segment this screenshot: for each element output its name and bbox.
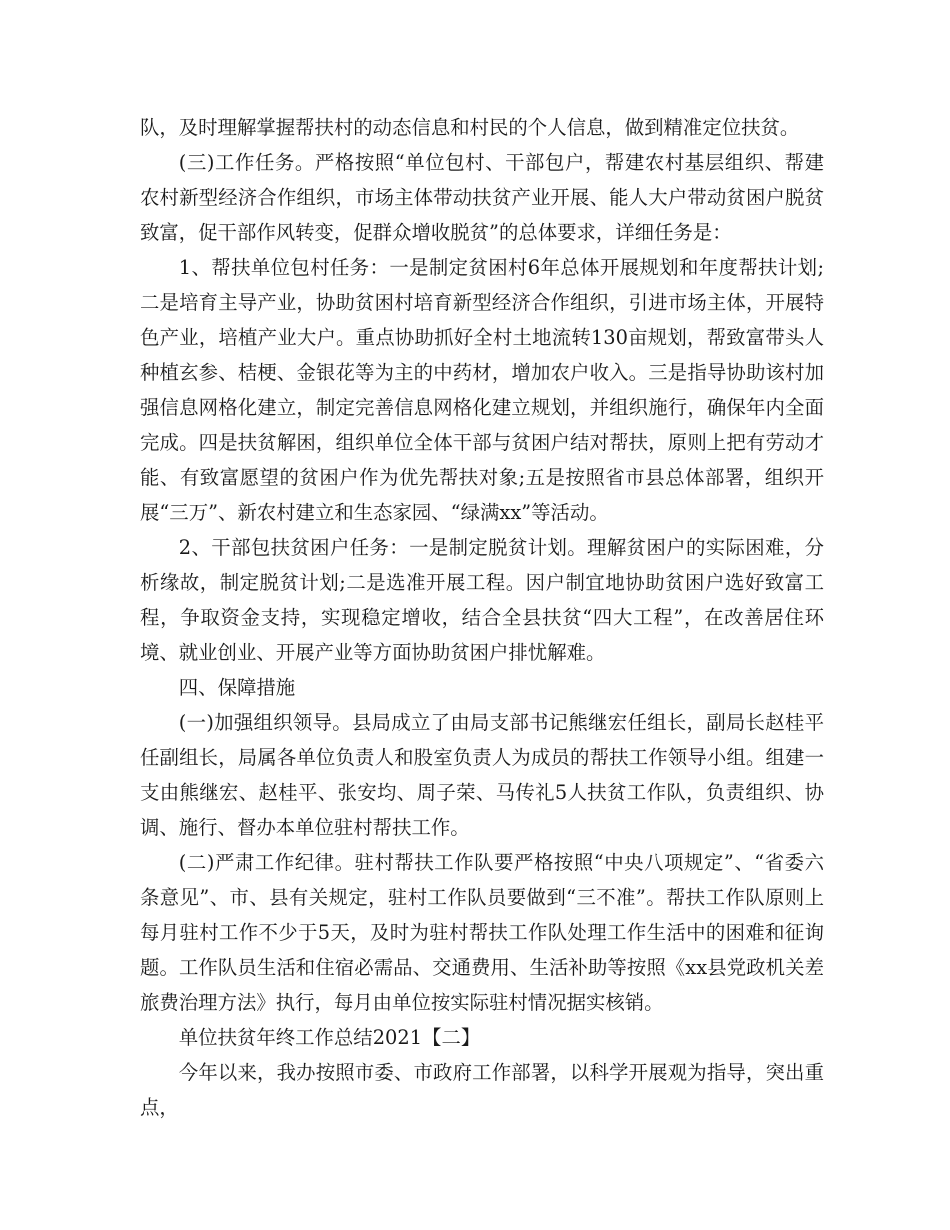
paragraph-work-tasks: (三)工作任务。严格按照“单位包村、干部包户，帮建农村基层组织、帮建农村新型经济合作组织，市场主体带动扶贫产业开展、能人大户带动贫困户脱贫致富，促干部作风转变，促群众增收脱贫”的总体要求，详细任务是： [140, 151, 824, 244]
paragraph-continuation: 队，及时理解掌握帮扶村的动态信息和村民的个人信息，做到精准定位扶贫。 [140, 116, 800, 139]
section-heading-safeguards: 四、保障措施 [178, 676, 296, 699]
paragraph-summary-intro: 今年以来，我办按照市委、市政府工作部署，以科学开展观为指导，突出重点， [140, 1061, 824, 1119]
paragraph-work-discipline: (二)严肃工作纪律。驻村帮扶工作队要严格按照“中央八项规定”、“省委六条意见”、市、县有关规定，驻村工作队员要做到“三不准”。帮扶工作队原则上每月驻村工作不少于5天，及时为驻村帮扶工作队处理工作生活中的困难和征询题。工作队员生活和住宿必需品、交通费用、生活补助等按照《xx县党政机关差旅费治理方法》执行，每月由单位按实际驻村情况据实核销。 [140, 851, 824, 1014]
document-page [140, 110, 824, 1125]
paragraph-cadre-household-tasks: 2、干部包扶贫困户任务：一是制定脱贫计划。理解贫困户的实际困难，分析缘故，制定脱贫计划;二是选准开展工程。因户制宜地协助贫困户选好致富工程，争取资金支持，实现稳定增收，结合全县扶贫“四大工程”，在改善居住环境、就业创业、开展产业等方面协助贫困户排忧解难。 [140, 536, 824, 664]
paragraph-unit-village-tasks: 1、帮扶单位包村任务：一是制定贫困村6年总体开展规划和年度帮扶计划;二是培育主导产业，协助贫困村培育新型经济合作组织，引进市场主体，开展特色产业，培植产业大户。重点协助抓好全村土地流转130亩规划，帮致富带头人种植玄参、桔梗、金银花等为主的中药材，增加农户收入。三是指导协助该村加强信息网格化建立，制定完善信息网格化建立规划，并组织施行，确保年内全面完成。四是扶贫解困，组织单位全体干部与贫困户结对帮扶，原则上把有劳动才能、有致富愿望的贫困户作为优先帮扶对象;五是按照省市县总体部署，组织开展“三万”、新农村建立和生态家园、“绿满xx”等活动。 [140, 256, 824, 524]
section-heading-summary-two: 单位扶贫年终工作总结2021【二】 [178, 1026, 481, 1049]
paragraph-organization-leadership: (一)加强组织领导。县局成立了由局支部书记熊继宏任组长，副局长赵桂平任副组长，局属各单位负责人和股室负责人为成员的帮扶工作领导小组。组建一支由熊继宏、赵桂平、张安均、周子荣、马传礼5人扶贫工作队，负责组织、协调、施行、督办本单位驻村帮扶工作。 [140, 711, 824, 839]
